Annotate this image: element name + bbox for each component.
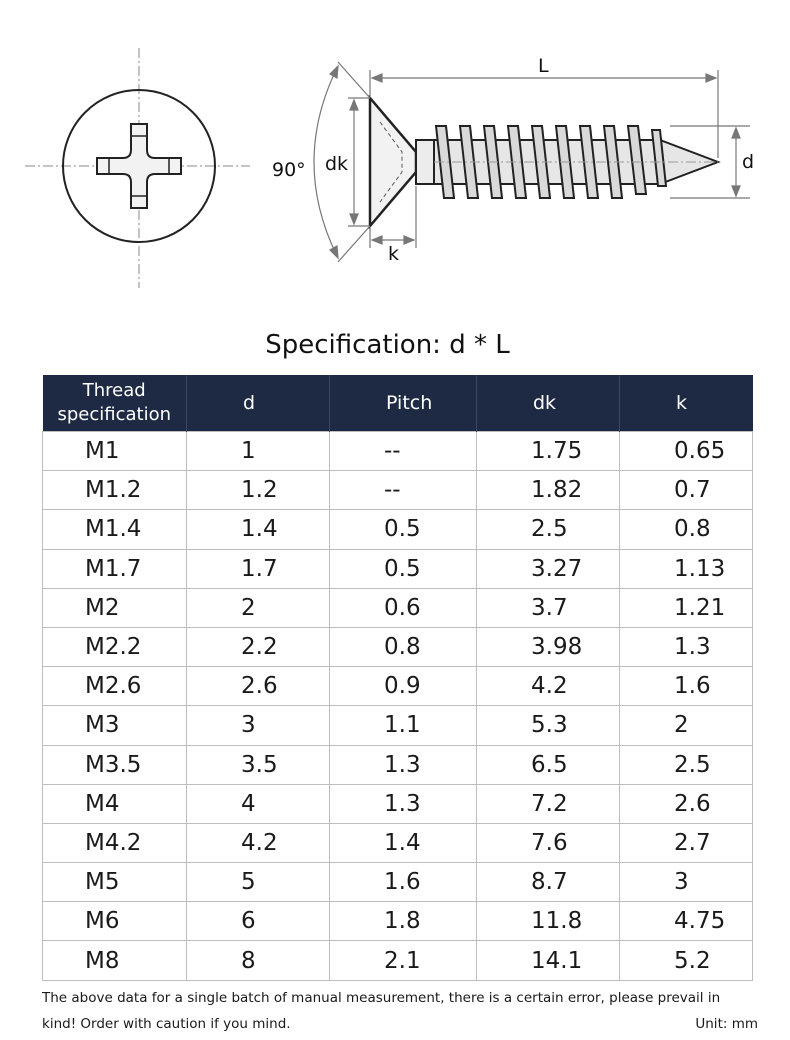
cell-thread-spec: M1.2 (43, 471, 187, 510)
cell-pitch: 1.6 (330, 863, 477, 902)
cell-dk: 8.7 (477, 863, 620, 902)
angle-label: 90° (272, 159, 306, 181)
table-body (43, 432, 753, 981)
cell-d: 2.6 (187, 667, 330, 706)
cell-thread-spec: M2.6 (43, 667, 187, 706)
cell-thread-spec: M8 (43, 941, 187, 980)
table-row (43, 863, 753, 902)
cell-thread-spec: M4 (43, 784, 187, 823)
cell-d: 1.2 (187, 471, 330, 510)
cell-pitch: 0.9 (330, 667, 477, 706)
cell-d: 2 (187, 588, 330, 627)
table-row (43, 471, 753, 510)
cell-dk: 2.5 (477, 510, 620, 549)
cell-d: 3.5 (187, 745, 330, 784)
cell-d: 6 (187, 902, 330, 941)
cell-d: 8 (187, 941, 330, 980)
cell-k: 1.21 (620, 588, 753, 627)
cell-dk: 6.5 (477, 745, 620, 784)
header-k: k (620, 375, 753, 432)
cell-d: 1 (187, 432, 330, 471)
cell-dk: 3.7 (477, 588, 620, 627)
cell-k: 4.75 (620, 902, 753, 941)
cell-thread-spec: M2 (43, 588, 187, 627)
table-row (43, 902, 753, 941)
cell-k: 1.3 (620, 627, 753, 666)
cell-k: 2.7 (620, 823, 753, 862)
cell-pitch: 0.8 (330, 627, 477, 666)
cell-thread-spec: M5 (43, 863, 187, 902)
cell-dk: 1.75 (477, 432, 620, 471)
cell-pitch: 0.5 (330, 549, 477, 588)
specification-table (42, 375, 753, 981)
table-row (43, 823, 753, 862)
cell-pitch: 0.6 (330, 588, 477, 627)
head-diameter-label: dk (325, 153, 349, 175)
cell-pitch: 1.4 (330, 823, 477, 862)
cell-k: 1.13 (620, 549, 753, 588)
screw-technical-drawing (0, 0, 790, 310)
cell-thread-spec: M6 (43, 902, 187, 941)
cell-pitch: -- (330, 471, 477, 510)
cell-thread-spec: M3 (43, 706, 187, 745)
cell-pitch: 2.1 (330, 941, 477, 980)
cell-d: 1.4 (187, 510, 330, 549)
table-row (43, 588, 753, 627)
footnote-text: The above data for a single batch of manual measurement, there is a certain error, please prevail in kind! Order with caution if you mind. (42, 990, 721, 1032)
thread-diameter-label: d (742, 151, 755, 173)
cell-k: 0.8 (620, 510, 753, 549)
table-header-row (43, 375, 753, 432)
cell-d: 4 (187, 784, 330, 823)
header-pitch: Pitch (330, 375, 477, 432)
cell-dk: 1.82 (477, 471, 620, 510)
cell-thread-spec: M1.4 (43, 510, 187, 549)
table-row (43, 432, 753, 471)
table-row (43, 667, 753, 706)
cell-thread-spec: M1 (43, 432, 187, 471)
screw-side-view (370, 98, 718, 226)
header-d: d (187, 375, 330, 432)
cell-dk: 14.1 (477, 941, 620, 980)
table-row (43, 784, 753, 823)
cell-d: 2.2 (187, 627, 330, 666)
cell-k: 3 (620, 863, 753, 902)
cell-pitch: 1.3 (330, 745, 477, 784)
cell-dk: 3.98 (477, 627, 620, 666)
cell-d: 3 (187, 706, 330, 745)
cell-pitch: 0.5 (330, 510, 477, 549)
cell-d: 4.2 (187, 823, 330, 862)
cell-k: 0.7 (620, 471, 753, 510)
footnote (42, 985, 758, 1037)
length-label: L (538, 55, 549, 77)
unit-label: Unit: mm (695, 1016, 758, 1032)
cell-thread-spec: M1.7 (43, 549, 187, 588)
cell-dk: 7.6 (477, 823, 620, 862)
cell-thread-spec: M4.2 (43, 823, 187, 862)
cell-k: 2.6 (620, 784, 753, 823)
cell-k: 1.6 (620, 667, 753, 706)
head-height-label: k (388, 243, 400, 265)
cell-d: 1.7 (187, 549, 330, 588)
table-row (43, 510, 753, 549)
table-row (43, 627, 753, 666)
cell-k: 2 (620, 706, 753, 745)
cell-dk: 7.2 (477, 784, 620, 823)
table-row (43, 706, 753, 745)
cell-k: 5.2 (620, 941, 753, 980)
cell-pitch: 1.8 (330, 902, 477, 941)
cell-k: 2.5 (620, 745, 753, 784)
cell-dk: 5.3 (477, 706, 620, 745)
cell-thread-spec: M2.2 (43, 627, 187, 666)
header-thread-specification: Thread specification (43, 375, 187, 432)
cell-dk: 4.2 (477, 667, 620, 706)
cell-k: 0.65 (620, 432, 753, 471)
cell-pitch: -- (330, 432, 477, 471)
cell-d: 5 (187, 863, 330, 902)
cell-dk: 3.27 (477, 549, 620, 588)
table-row (43, 549, 753, 588)
table-row (43, 745, 753, 784)
cell-pitch: 1.1 (330, 706, 477, 745)
cell-pitch: 1.3 (330, 784, 477, 823)
cell-thread-spec: M3.5 (43, 745, 187, 784)
screw-head-top-view (25, 48, 250, 288)
cell-dk: 11.8 (477, 902, 620, 941)
table-row (43, 941, 753, 980)
specification-title: Specification: d * L (265, 330, 510, 360)
header-dk: dk (477, 375, 620, 432)
